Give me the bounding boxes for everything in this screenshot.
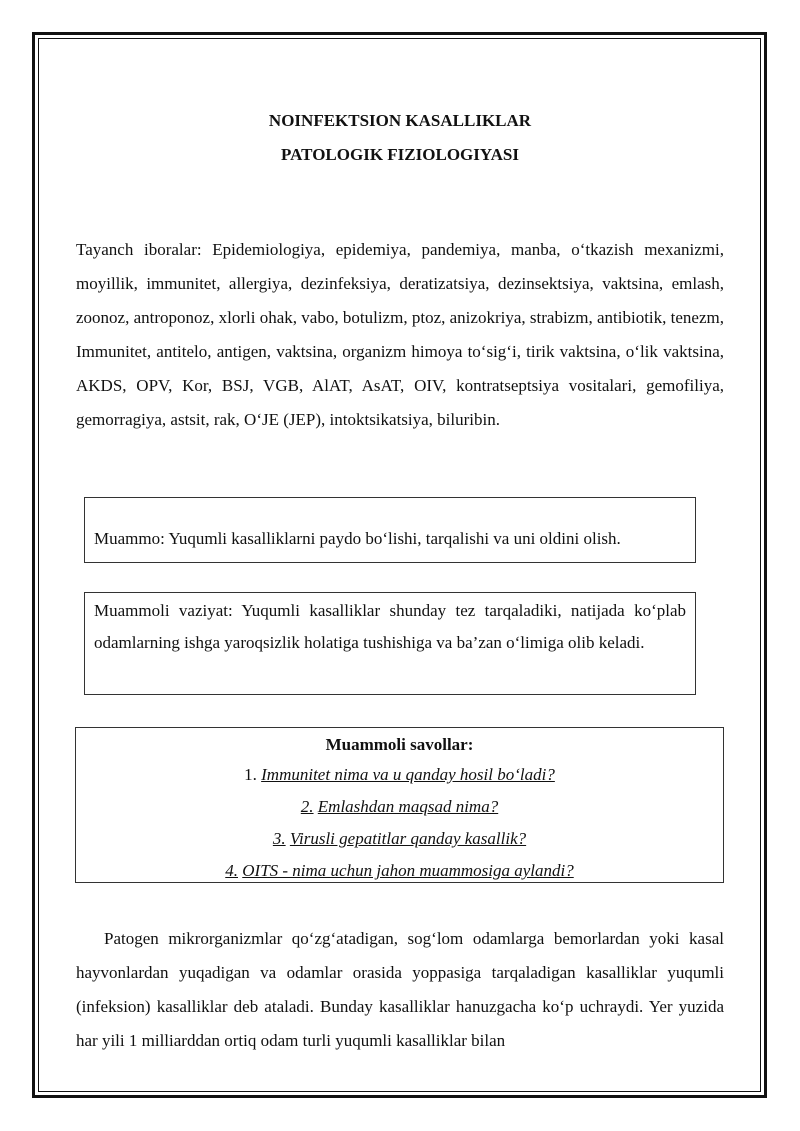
title-line-2: PATOLOGIK FIZIOLOGIYASI xyxy=(281,145,519,164)
problem-text: Muammo: Yuqumli kasalliklarni paydo bo‘lishi, tarqalishi va uni oldini olish. xyxy=(94,529,621,548)
keywords-paragraph: Tayanch iboralar: Epidemiologiya, epidemiya, pandemiya, manba, o‘tkazish mexanizmi, moyillik, immunitet, allergiya, dezinfeksiya, deratizatsiya, dezinsektsiya, vaktsina, emlash, zoonoz, antroponoz, xlorli ohak, vabo, botulizm, ptoz, anizokriya, strabizm, antibiotik, tenezm, Immunitet, antitelo, antigen, vaktsina, organizm himoya to‘sig‘i, tirik vaktsina, o‘lik vaktsina, AKDS, OPV, Kor, BSJ, VGB, AlAT, AsAT, OIV, kontratseptsiya vositalari, gemofiliya, gemorragiya, astsit, rak, O‘JE (JEP), intoktsikatsiya, biluribin. xyxy=(76,240,724,429)
questions-heading: Muammoli savollar: xyxy=(325,735,474,754)
problem-questions-box xyxy=(75,727,724,883)
question-number: 4. xyxy=(225,861,238,880)
question-text: Immunitet nima va u qanday hosil bo‘ladi? xyxy=(261,765,555,784)
question-text: OITS - nima uchun jahon muammosiga aylandi? xyxy=(242,861,574,880)
question-item xyxy=(76,791,723,823)
body-paragraph: Patogen mikrorganizmlar qo‘zg‘atadigan, sog‘lom odamlarga bemorlardan yoki kasal hayvonlardan yuqadigan va odamlar orasida yoppasiga tarqaladigan kasalliklar yuqumli (infeksion) kasalliklar deb ataladi. Bunday kasalliklar hanuzgacha ko‘p uchraydi. Yer yuzida har yili 1 milliarddan ortiq odam turli yuqumli kasalliklar bilan xyxy=(76,929,724,1050)
question-item xyxy=(76,823,723,855)
title-line-1: NOINFEKTSION KASALLIKLAR xyxy=(268,111,532,130)
question-text: Virusli gepatitlar qanday kasallik? xyxy=(289,829,527,848)
problem-situation-box xyxy=(84,592,696,695)
question-number: 1. xyxy=(244,765,257,784)
problem-situation-text: Muammoli vaziyat: Yuqumli kasalliklar shunday tez tarqaladiki, natijada ko‘plab odamlarning ishga yaroqsizlik holatiga tushishiga va ba’zan o‘limiga olib keladi. xyxy=(94,601,686,652)
question-text: Emlashdan maqsad nima? xyxy=(317,797,499,816)
problem-box xyxy=(84,497,696,563)
question-number: 2. xyxy=(300,797,314,816)
question-item xyxy=(76,855,723,887)
question-item xyxy=(76,759,723,791)
question-number: 3. xyxy=(272,829,286,848)
